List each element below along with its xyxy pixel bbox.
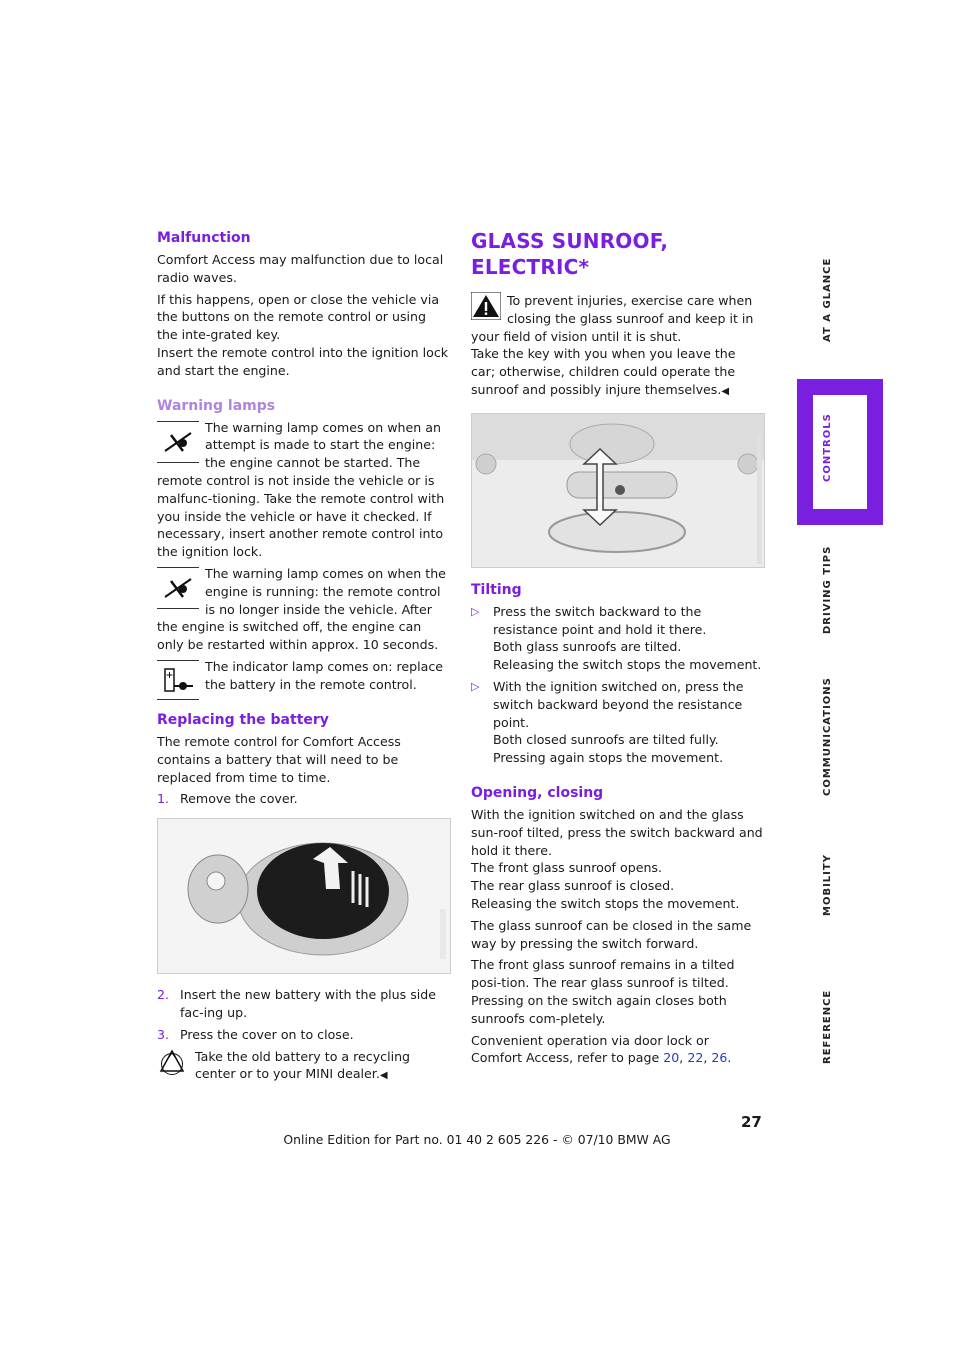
page-ref-20[interactable]: 20 bbox=[663, 1050, 680, 1066]
end-mark: ◀ bbox=[721, 385, 730, 397]
remote-control-cover-image bbox=[157, 818, 451, 974]
sunroof-switch-image bbox=[471, 413, 765, 568]
key-crossed-icon bbox=[157, 567, 199, 609]
right-column bbox=[471, 228, 763, 1071]
section-title: GLASS SUNROOF, ELECTRIC* bbox=[471, 229, 669, 279]
malfunction-p3: Insert the remote control into the ignition lock and start the engine. bbox=[157, 344, 449, 378]
step-2-number: 2. bbox=[157, 987, 170, 1003]
warning-lamp-item-3 bbox=[157, 658, 449, 700]
page-ref-22[interactable]: 22 bbox=[687, 1050, 704, 1066]
step-3-number: 3. bbox=[157, 1026, 170, 1042]
tilting-b2: With the ignition switched on, press the switch backward beyond the resistance point. bbox=[493, 678, 744, 730]
end-mark: ◀ bbox=[379, 1070, 388, 1082]
step-1-text: Remove the cover. bbox=[180, 791, 298, 807]
warning-lamp-text-3: The indicator lamp comes on: replace the battery in the remote control. bbox=[205, 658, 444, 692]
step-2-text: Insert the new battery with the plus side fac-ing up. bbox=[180, 987, 437, 1020]
tilting-b2b: Pressing again stops the movement. bbox=[493, 750, 724, 766]
malfunction-p2: If this happens, open or close the vehicle via the buttons on the remote control or using the inte-grated key. bbox=[157, 291, 440, 343]
step-1-number: 1. bbox=[157, 791, 170, 807]
opening-p1: With the ignition switched on and the glass sun-roof tilted, press the switch backward and hold it there. bbox=[471, 806, 763, 858]
malfunction-heading: Malfunction bbox=[157, 230, 251, 246]
key-crossed-icon bbox=[157, 421, 199, 463]
tilting-b1b: Releasing the switch stops the movement. bbox=[493, 657, 762, 673]
step-1 bbox=[157, 790, 449, 808]
warning-lamp-text-2: The warning lamp comes on when the engine is running: the remote control is no longer inside the vehicle. After the engine is switched off, the engine can only be restarted within approx. 10 seconds. bbox=[157, 565, 446, 653]
warning-text: To prevent injuries, exercise care when closing the glass sunroof and keep it in your field of vision until it is shut. bbox=[471, 293, 754, 344]
recycle-note bbox=[157, 1048, 449, 1086]
bullet-triangle-icon: ▷ bbox=[471, 679, 480, 693]
page-number: 27 bbox=[741, 1113, 762, 1131]
battery-key-icon bbox=[157, 660, 199, 700]
section-tabs: AT A GLANCE CONTROLS DRIVING TIPS COMMUNICATIONS MOBILITY REFERENCE bbox=[822, 257, 833, 1064]
tilting-b1a: Both glass sunroofs are tilted. bbox=[493, 639, 682, 655]
replacing-battery-heading: Replacing the battery bbox=[157, 711, 329, 728]
recycling-icon bbox=[157, 1048, 189, 1082]
opening-p1c: Releasing the switch stops the movement. bbox=[471, 895, 740, 911]
tilting-bullet-2 bbox=[471, 678, 763, 767]
warning-lamp-text-1: The warning lamp comes on when an attempt is made to start the engine: the engine cannot be started. The remote control is not inside the vehicle or is malfunc-tioning. Take the remote control with you inside the vehicle or have it checked. If necessary, insert another remote control into the ignition lock. bbox=[157, 419, 445, 560]
malfunction-p1: Comfort Access may malfunction due to local radio waves. bbox=[157, 252, 444, 285]
opening-p1b: The rear glass sunroof is closed. bbox=[471, 878, 675, 894]
replacing-intro: The remote control for Comfort Access contains a battery that will need to be replaced from time to time. bbox=[157, 733, 401, 785]
opening-p3: The front glass sunroof remains in a tilted posi-tion. The rear glass sunroof is tilted. Pressing on the switch again closes both sunroofs com-pletely. bbox=[471, 957, 735, 1026]
warning-text-2: Take the key with you when you leave the car; otherwise, children could operate the sunroof and possibly injure themselves.◀ bbox=[471, 346, 736, 397]
tilting-bullet-1 bbox=[471, 603, 763, 674]
tilting-b1: Press the switch backward to the resistance point and hold it there. bbox=[493, 603, 707, 637]
recycle-text: Take the old battery to a recycling center or to your MINI dealer. bbox=[195, 1048, 411, 1082]
step-3 bbox=[157, 1026, 449, 1044]
step-3-text: Press the cover on to close. bbox=[180, 1026, 354, 1042]
step-2 bbox=[157, 986, 449, 1022]
opening-p4: Convenient operation via door lock or Comfort Access, refer to page 20, 22, 26. bbox=[471, 1032, 732, 1066]
opening-closing-heading: Opening, closing bbox=[471, 784, 604, 801]
warning-lamps-heading: Warning lamps bbox=[157, 397, 276, 414]
page-ref-26[interactable]: 26 bbox=[711, 1050, 728, 1066]
bullet-triangle-icon: ▷ bbox=[471, 604, 480, 618]
left-column bbox=[157, 228, 449, 1085]
safety-warning bbox=[471, 292, 763, 345]
tilting-b2a: Both closed sunroofs are tilted fully. bbox=[493, 732, 719, 748]
warning-lamp-item-2 bbox=[157, 565, 449, 654]
warning-triangle-icon bbox=[471, 292, 501, 320]
footer: Online Edition for Part no. 01 40 2 605 226 - © 07/10 BMW AG bbox=[283, 1132, 671, 1147]
opening-p2: The glass sunroof can be closed in the same way by pressing the switch forward. bbox=[471, 917, 752, 951]
warning-lamp-item-1 bbox=[157, 419, 449, 561]
opening-p1a: The front glass sunroof opens. bbox=[471, 860, 662, 876]
tilting-heading: Tilting bbox=[471, 581, 522, 598]
